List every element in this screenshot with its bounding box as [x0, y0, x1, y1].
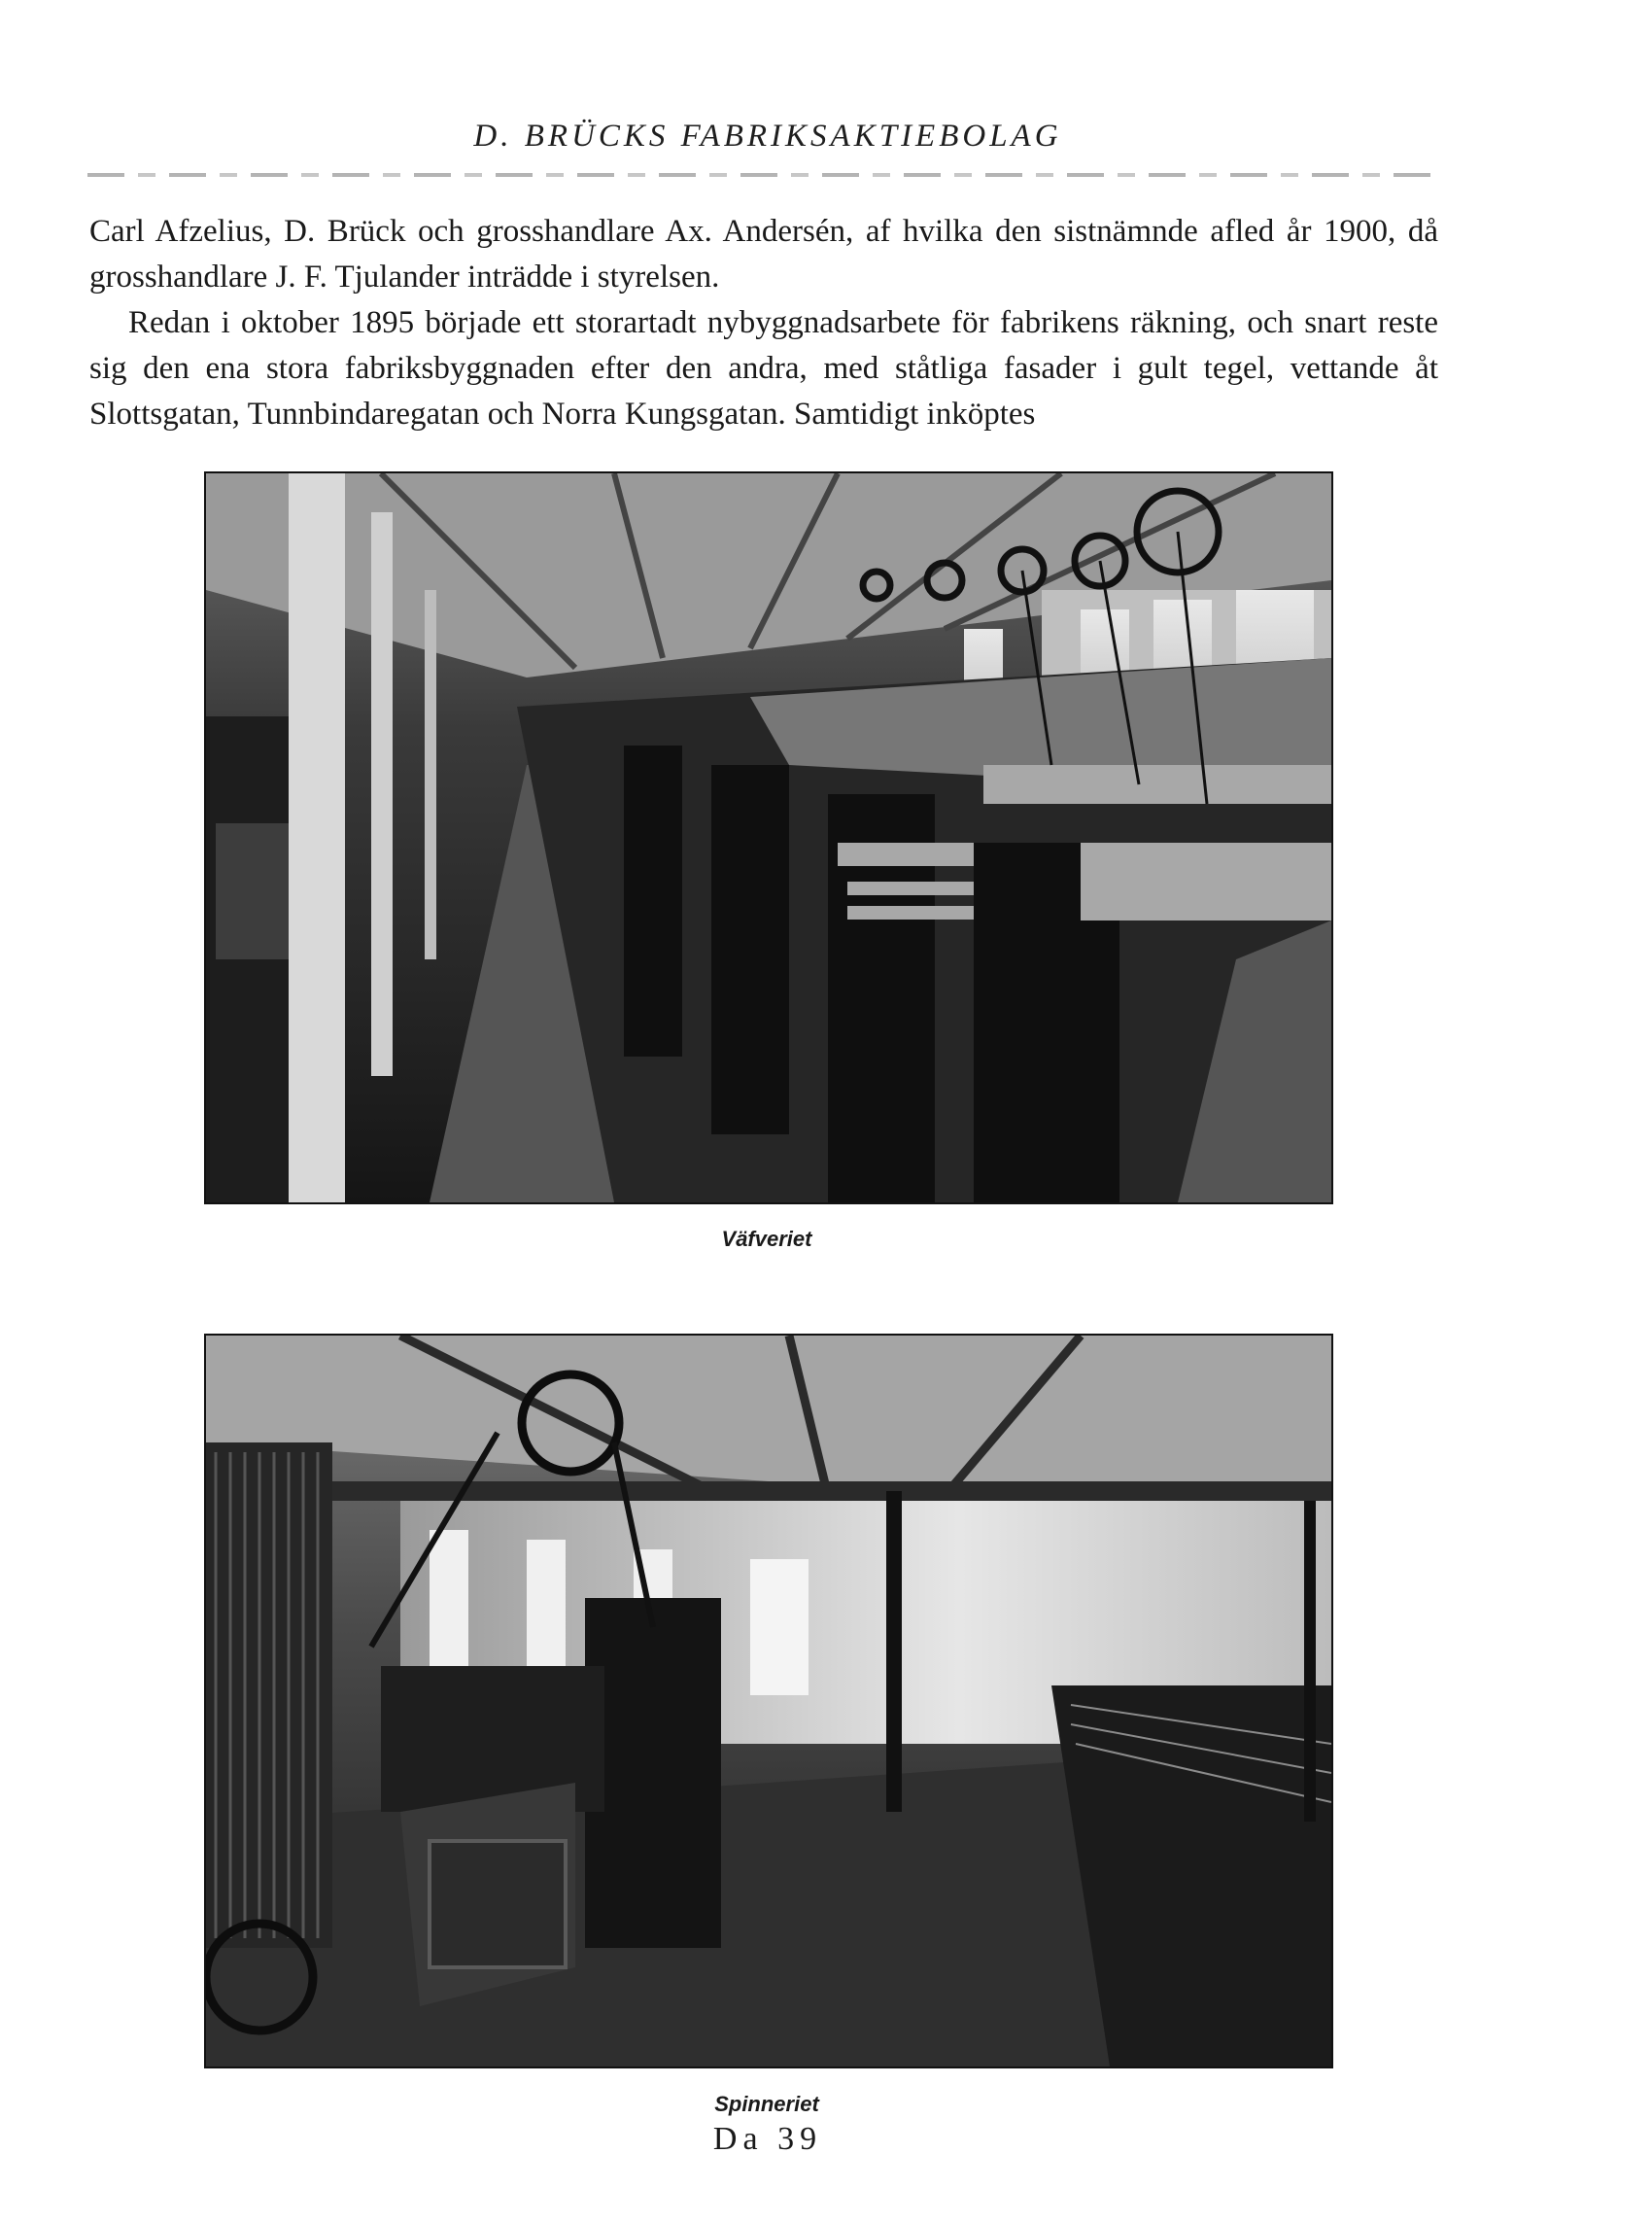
weaving-hall-photo — [204, 471, 1333, 1204]
body-text — [89, 209, 1438, 437]
paragraph-1: Carl Afzelius, D. Brück och grosshandlare Ax. Andersén, af hvilka den sistnämnde afled år 1900, då grosshandlare J. F. Tjulander inträdde i styrelsen. — [89, 214, 1438, 295]
spinning-hall-photo — [204, 1334, 1333, 2068]
running-title: D. BRÜCKS FABRIKSAKTIEBOLAG — [473, 119, 1062, 154]
weaving-hall-illustration — [206, 473, 1331, 1202]
weaving-caption: Väfveriet — [721, 1227, 812, 1251]
header-rule — [87, 173, 1438, 177]
page-number: Da 39 — [712, 2121, 823, 2157]
paragraph-2: Redan i oktober 1895 började ett storartadt nybyggnadsarbete för fabrikens räkning, och snart reste sig den ena stora fabriksbyggnaden efter den andra, med ståtliga fasader i gult tegel, vettande åt Slottsgatan, Tunnbindaregatan och Norra Kungsgatan. Samtidigt inköptes — [89, 305, 1438, 432]
spinning-caption: Spinneriet — [714, 2092, 819, 2116]
spinning-hall-illustration — [206, 1336, 1331, 2067]
